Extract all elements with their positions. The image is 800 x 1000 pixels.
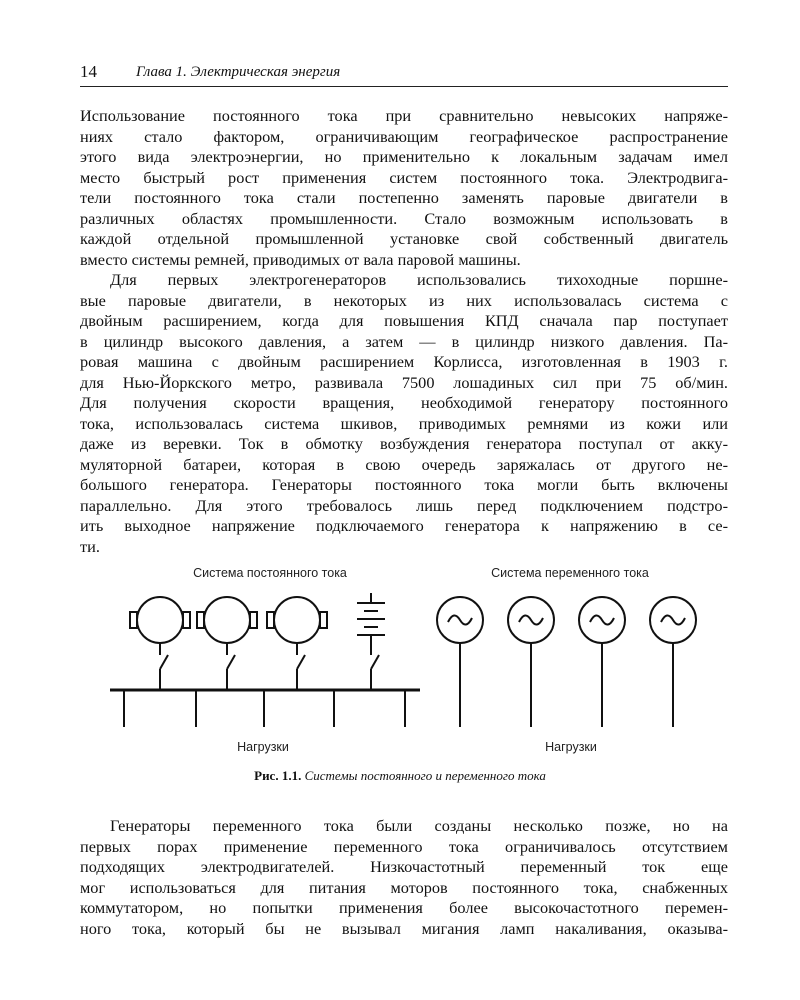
text-line: ного тока, который бы не вызывал мигания ламп накаливания, оказыва- bbox=[80, 918, 728, 938]
label-dc-system: Система постоянного тока bbox=[193, 566, 347, 580]
text-line: большого генератора. Генераторы постоянного тока могли быть включены bbox=[80, 475, 728, 494]
text-line: в цилиндр высокого давления, а затем — в цилиндр низкого давления. Па- bbox=[80, 331, 728, 351]
text-line: первых порах применение переменного тока ограничивалось отсутствием bbox=[80, 836, 728, 856]
text-line: параллельно. Для этого требовалось лишь перед подключением подстро- bbox=[80, 495, 728, 515]
text-line: Генераторы переменного тока были созданы несколько позже, но на bbox=[110, 816, 728, 835]
dc-load-lines bbox=[124, 690, 405, 727]
text-line: муляторной батареи, которая в свою очередь заряжалась от другого не- bbox=[80, 454, 728, 474]
text-line: ить выходное напряжение подключаемого генератора к напряжению в се- bbox=[80, 516, 728, 535]
paragraph-1 bbox=[80, 106, 728, 270]
page-number: 14 bbox=[80, 62, 97, 81]
switch-icon bbox=[297, 643, 305, 689]
dc-generator-icon bbox=[130, 597, 190, 643]
text-line: каждой отдельной промышленной установке свой собственный двигатель bbox=[80, 229, 728, 248]
switch-icon bbox=[227, 643, 235, 689]
label-ac-system: Система переменного тока bbox=[491, 566, 649, 580]
text-line: Для получения скорости вращения, необходимой генератору постоянного bbox=[80, 393, 728, 412]
text-line: для Нью-Йоркского метро, развивала 7500 лошадиных сил при 75 об/мин. bbox=[80, 372, 728, 392]
text-line: место быстрый рост применения систем постоянного тока. Электродвига- bbox=[80, 167, 728, 187]
text-line: различных областях промышленности. Стало возможным использовать в bbox=[80, 208, 728, 228]
text-line: Для первых электрогенераторов использовались тихоходные поршне- bbox=[110, 270, 728, 289]
ac-generator-icon bbox=[650, 597, 696, 727]
ac-generator-icon bbox=[437, 597, 483, 727]
dc-generator-icon bbox=[197, 597, 257, 643]
ac-generator-icon bbox=[508, 597, 554, 727]
paragraph-2 bbox=[80, 270, 728, 557]
label-loads-left: Нагрузки bbox=[237, 740, 289, 754]
text-line: даже из веревки. Ток в обмотку возбуждения генератора поступал от акку- bbox=[80, 434, 728, 453]
text-line: Использование постоянного тока при сравнительно невысоких напряже- bbox=[80, 106, 728, 125]
text-line: вые паровые двигатели, в некоторых из них использовалась система с bbox=[80, 290, 728, 310]
switch-icon bbox=[371, 647, 379, 689]
label-loads-right: Нагрузки bbox=[545, 740, 597, 754]
caption-text: Системы постоянного и переменного тока bbox=[304, 768, 546, 783]
figure-dc-ac-systems bbox=[0, 555, 800, 755]
ac-generator-icon bbox=[579, 597, 625, 727]
text-line: ниях стало фактором, ограничивающим географическое распространение bbox=[80, 126, 728, 146]
running-header bbox=[80, 60, 728, 87]
text-line: тели постоянного тока стали постепенно заменять паровые двигатели в bbox=[80, 188, 728, 207]
switch-icon bbox=[160, 643, 168, 689]
figure-caption bbox=[0, 768, 800, 784]
text-line: ти. bbox=[80, 536, 100, 556]
text-line: подходящих электродвигателей. Низкочастотный переменный ток еще bbox=[80, 857, 728, 876]
text-line: вместо системы ремней, приводимых от вала паровой машины. bbox=[80, 249, 521, 269]
text-line: этого вида электроэнергии, но применительно к локальным задачам имел bbox=[80, 147, 728, 166]
paragraph-3 bbox=[80, 816, 728, 939]
caption-number: Рис. 1.1. bbox=[254, 768, 302, 783]
dc-generator-icon bbox=[267, 597, 327, 643]
battery-icon bbox=[357, 593, 385, 647]
chapter-title: Глава 1. Электрическая энергия bbox=[136, 64, 341, 80]
text-line: ровая машина с двойным расширением Корлисса, изготовленная в 1903 г. bbox=[80, 352, 728, 371]
text-line: мог использоваться для питания моторов постоянного тока, снабженных bbox=[80, 877, 728, 897]
text-line: коммутатором, но попытки применения более высокочастотного перемен- bbox=[80, 898, 728, 917]
text-line: тока, использовалась система шкивов, приводимых ремнями из кожи или bbox=[80, 413, 728, 433]
text-line: двойным расширением, когда для повышения КПД сначала пар поступает bbox=[80, 311, 728, 330]
